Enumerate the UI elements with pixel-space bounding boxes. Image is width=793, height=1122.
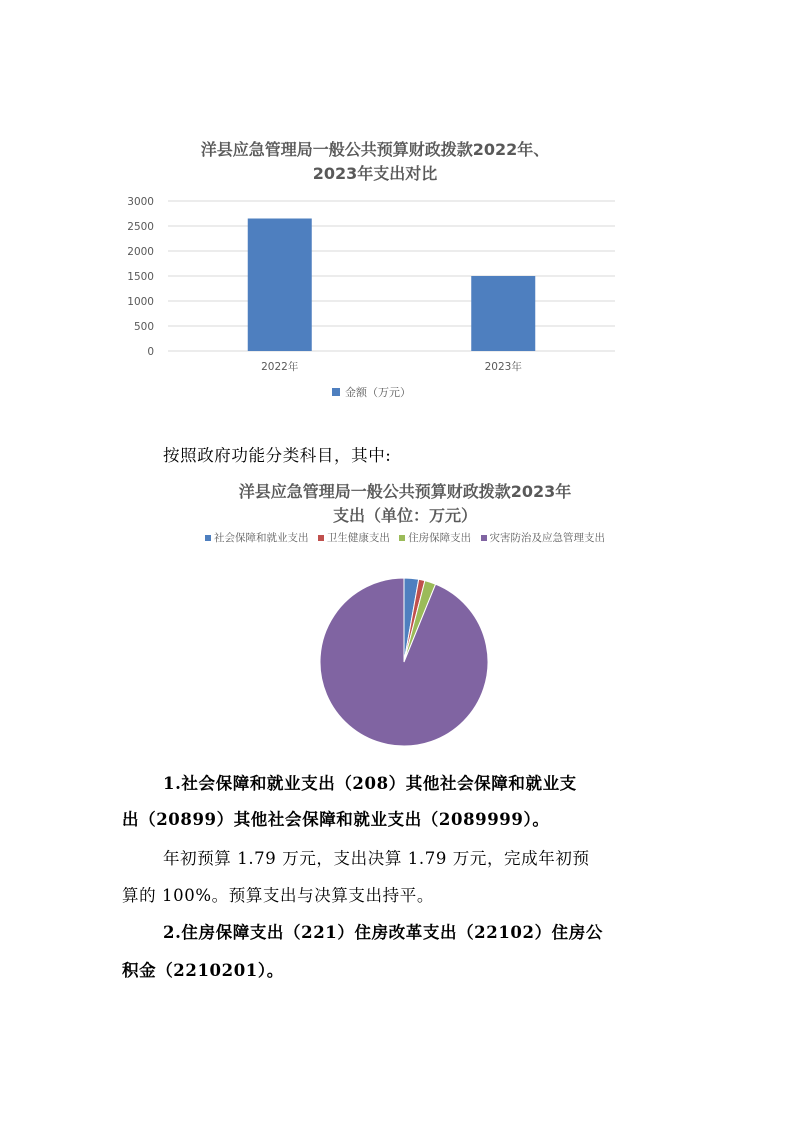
bar-x-tick-label: 2023年	[484, 361, 522, 373]
pie-legend-label: 卫生健康支出	[326, 532, 390, 544]
bar-mark	[248, 219, 312, 352]
bar-y-tick-label: 2500	[127, 221, 154, 233]
pie-legend-label: 住房保障支出	[408, 532, 472, 544]
bar-chart-title-line1: 洋县应急管理局一般公共预算财政拨款2022年、	[200, 140, 550, 159]
item1-heading-line2: 出（20899）其他社会保障和就业支出（2089999）。	[122, 810, 550, 829]
bar-chart-title-line2: 2023年支出对比	[312, 164, 438, 183]
pie-chart-title-line1: 洋县应急管理局一般公共预算财政拨款2023年	[238, 482, 572, 501]
item2-heading-line2: 积金（2210201）。	[122, 961, 284, 980]
pie-chart-title-line2: 支出（单位：万元）	[332, 506, 477, 525]
bar-y-tick-label: 500	[133, 321, 154, 333]
pie-slice	[320, 578, 488, 746]
bar-y-tick-label: 2000	[127, 246, 154, 258]
pie-chart	[150, 470, 660, 758]
bar-y-tick-label: 1000	[127, 296, 154, 308]
bar-legend-swatch	[332, 388, 340, 396]
intro-text: 按照政府功能分类科目，其中:	[163, 446, 392, 465]
bar-y-tick-label: 0	[147, 346, 154, 358]
item1-heading-line1: 1.社会保障和就业支出（208）其他社会保障和就业支	[163, 774, 577, 793]
bar-mark	[471, 276, 535, 351]
bar-chart-svg	[120, 124, 630, 416]
pie-legend-label: 灾害防治及应急管理支出	[489, 532, 606, 544]
pie-chart-svg	[150, 470, 660, 758]
item1-body-line2: 算的 100%。预算支出与决算支出持平。	[122, 886, 434, 905]
bar-legend-label: 金额（万元）	[345, 386, 411, 399]
pie-legend-label: 社会保障和就业支出	[213, 532, 309, 544]
item1-body-line1: 年初预算 1.79 万元，支出决算 1.79 万元，完成年初预	[163, 849, 590, 868]
bar-y-tick-label: 1500	[127, 271, 154, 283]
bar-x-tick-label: 2022年	[261, 361, 299, 373]
item2-heading-line1: 2.住房保障支出（221）住房改革支出（22102）住房公	[163, 923, 603, 942]
bar-y-tick-label: 3000	[127, 196, 154, 208]
bar-chart	[120, 124, 630, 416]
